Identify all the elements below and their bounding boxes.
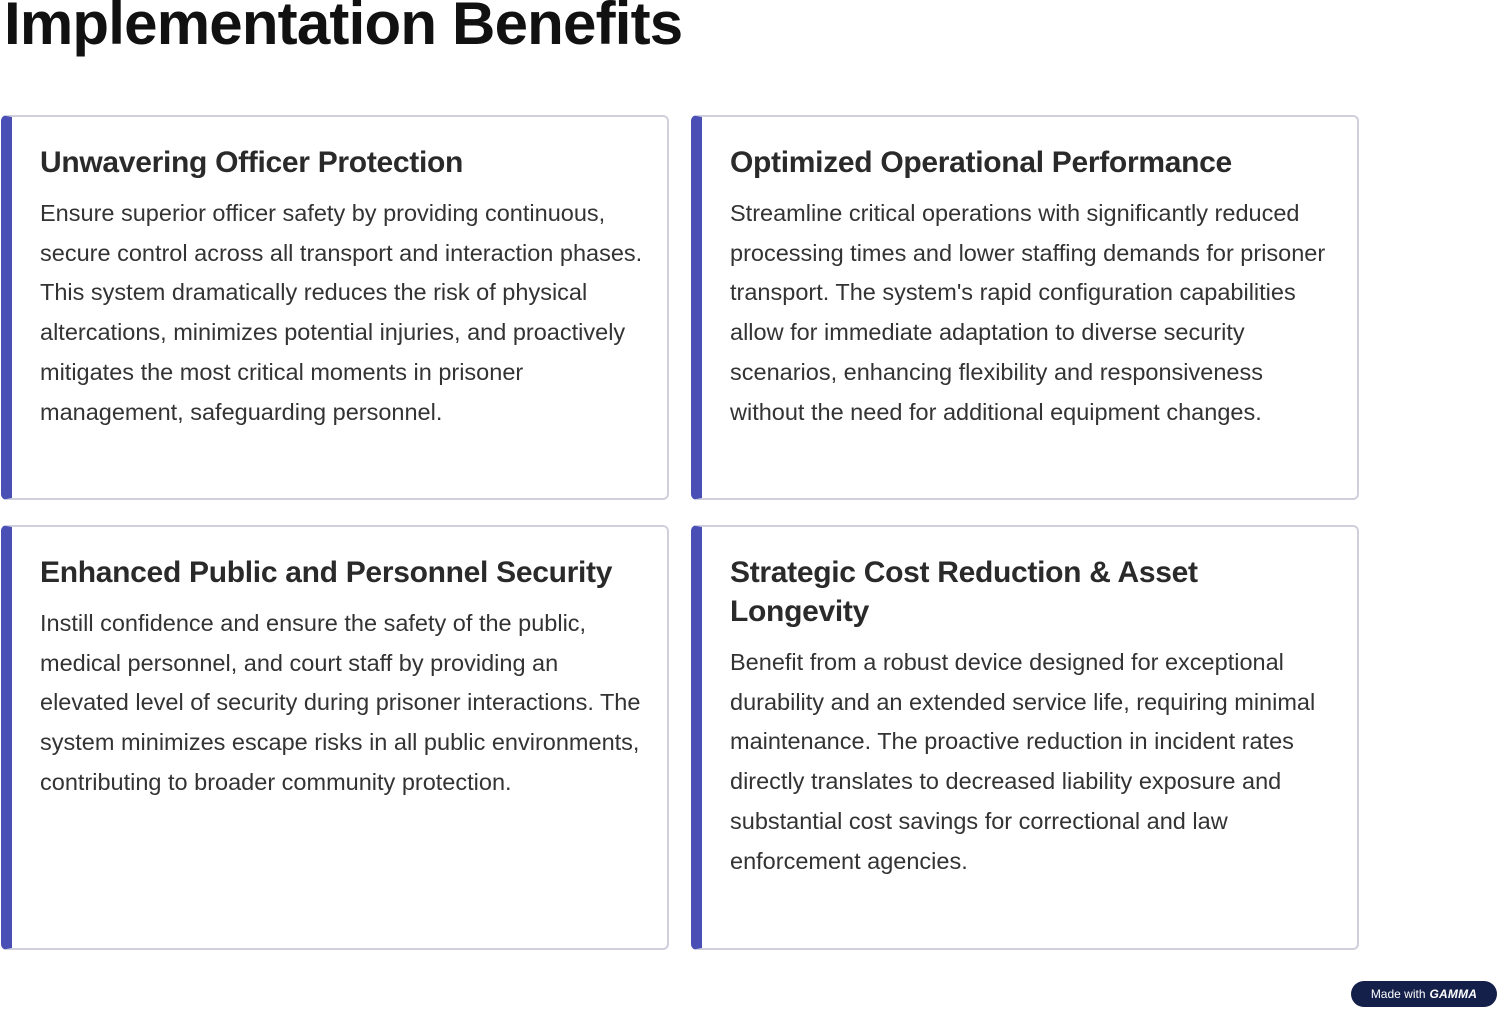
benefit-card-public-security bbox=[1, 525, 669, 950]
page-title: Implementation Benefits bbox=[4, 0, 683, 57]
card-title: Optimized Operational Performance bbox=[730, 146, 1232, 179]
card-title: Strategic Cost Reduction & Asset Longevity bbox=[730, 556, 1198, 628]
card-description: Streamline critical operations with significantly reduced processing times and lower staffing demands for prisoner transport. The system's rapid configuration capabilities allow for immediate adaptation to diverse security scenarios, enhancing flexibility and responsiveness without the need for additional equipment changes. bbox=[730, 200, 1326, 425]
card-description: Ensure superior officer safety by providing continuous, secure control across all transport and interaction phases. This system dramatically reduces the risk of physical altercations, minimizes potential injuries, and proactively mitigates the most critical moments in prisoner management, safeguarding personnel. bbox=[40, 200, 643, 425]
card-title: Enhanced Public and Personnel Security bbox=[40, 556, 613, 589]
badge-prefix: Made with bbox=[1370, 987, 1426, 1001]
card-description: Benefit from a robust device designed for exceptional durability and an extended service life, requiring minimal maintenance. The proactive reduction in incident rates directly translates to decreased liability exposure and substantial cost savings for correctional and law enforcement agencies. bbox=[730, 649, 1316, 874]
card-title: Unwavering Officer Protection bbox=[40, 146, 464, 179]
benefit-card-officer-protection bbox=[1, 115, 669, 500]
benefit-card-operational-performance bbox=[691, 115, 1359, 500]
benefit-card-cost-reduction bbox=[691, 525, 1359, 950]
gamma-logo: GAMMA bbox=[1429, 987, 1478, 1001]
made-with-gamma-badge[interactable] bbox=[1351, 981, 1497, 1007]
card-description: Instill confidence and ensure the safety of the public, medical personnel, and court staff by providing an elevated level of security during prisoner interactions. The system minimizes escape risks in all public environments, contributing to broader community protection. bbox=[40, 610, 641, 795]
